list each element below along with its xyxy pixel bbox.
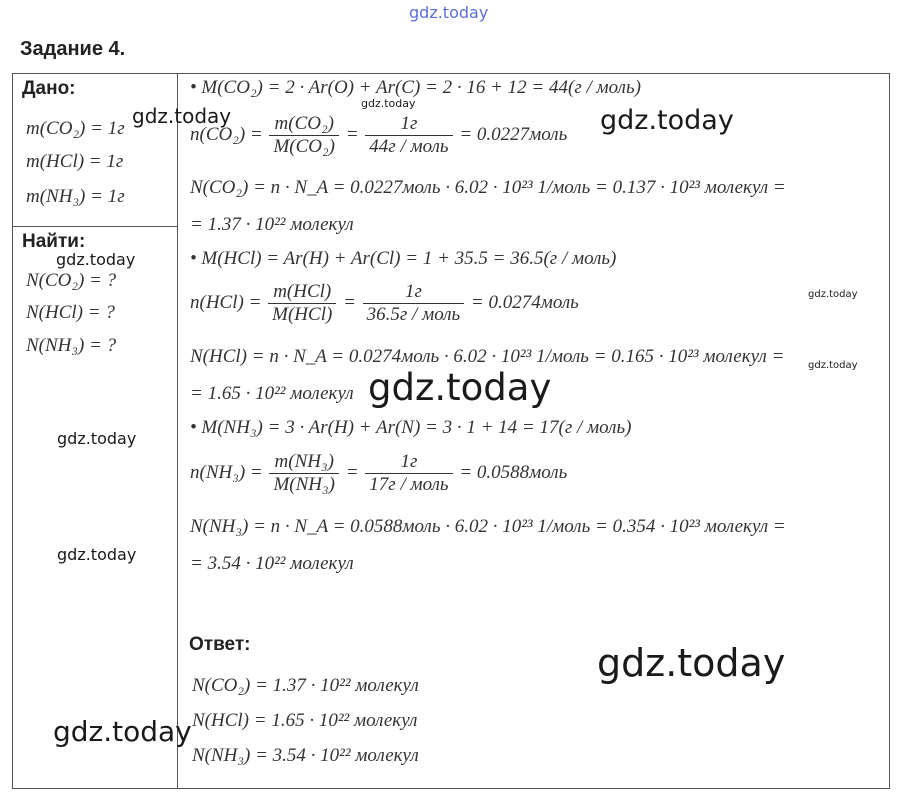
fraction-denominator: 44г / моль	[369, 136, 449, 157]
hcl-amount-left: n(HCl) =	[190, 291, 262, 313]
find-line: N(NH₃) = ?	[26, 335, 117, 356]
hcl-molar-mass: • M(HCl) = Ar(H) + Ar(Cl) = 1 + 35.5 = 36.5(г / моль)	[190, 248, 617, 269]
fraction-numerator: 1г	[365, 451, 452, 474]
hcl-amount-fraction-1	[268, 281, 336, 326]
nh3-amount-result: = 0.0588моль	[459, 461, 568, 483]
fraction-denominator: M(HCl)	[272, 304, 333, 325]
fraction-numerator: 1г	[365, 113, 452, 136]
hcl-amount-fraction-2	[363, 281, 465, 326]
fraction-numerator: m(HCl)	[268, 281, 336, 304]
watermark: gdz.today	[57, 545, 137, 564]
given-line: m(CO₂) = 1г	[26, 118, 125, 139]
given-line: m(NH₃) = 1г	[26, 186, 125, 207]
nh3-molar-mass: • M(NH₃) = 3 · Ar(H) + Ar(N) = 3 · 1 + 14 = 17(г / моль)	[190, 417, 632, 438]
find-heading: Найти:	[22, 231, 86, 252]
hcl-amount-formula: n(HCl) = $\frac{\text{m(HCl)}}{\text{M(HCl)}}$ = $\frac{1г}{\text{36.5г / моль}}$ = 0.0274моль	[190, 281, 579, 325]
watermark: gdz.today	[368, 366, 552, 409]
watermark: gdz.today	[56, 250, 136, 269]
hcl-molecules-line-1: N(HCl) = n · N_A = 0.0274моль · 6.02 · 10²³ 1/моль = 0.165 · 10²³ молекул =	[190, 346, 785, 367]
co2-amount-formula: n(CO₂) = $\frac{\text{m(CO₂)}}{\text{M(CO₂)}}$ = $\frac{1г}{\text{44г / моль}}$ = 0.0227моль	[190, 113, 568, 157]
nh3-molecules-line-1: N(NH₃) = n · N_A = 0.0588моль · 6.02 · 10²³ 1/моль = 0.354 · 10²³ молекул =	[190, 516, 786, 537]
co2-amount-left: n(CO₂) =	[190, 123, 263, 145]
fraction-numerator: m(NH₃)	[269, 451, 338, 474]
nh3-amount-formula: n(NH₃) = $\frac{\text{m(NH₃)}}{\text{M(NH₃)}}$ = $\frac{1г}{\text{17г / моль}}$ = 0.0588моль	[190, 451, 568, 495]
hcl-amount-result: = 0.0274моль	[470, 291, 579, 313]
column-divider	[177, 73, 178, 788]
co2-amount-fraction-2	[365, 113, 452, 158]
find-line: N(CO₂) = ?	[26, 270, 117, 291]
co2-amount-result: = 0.0227моль	[459, 123, 568, 145]
fraction-denominator: M(CO₂)	[273, 136, 335, 157]
co2-molecules-line-1: N(CO₂) = n · N_A = 0.0227моль · 6.02 · 10²³ 1/моль = 0.137 · 10²³ молекул =	[190, 177, 786, 198]
given-line: m(HCl) = 1г	[26, 151, 124, 172]
watermark-top: gdz.today	[409, 3, 489, 22]
co2-molecules-line-2: = 1.37 · 10²² молекул	[190, 214, 354, 235]
fraction-denominator: M(NH₃)	[273, 474, 335, 495]
nh3-amount-fraction-1	[269, 451, 338, 496]
answer-heading: Ответ:	[189, 634, 251, 655]
watermark: gdz.today	[808, 289, 858, 300]
co2-amount-fraction-1	[269, 113, 338, 158]
watermark: gdz.today	[600, 105, 734, 136]
co2-molar-mass: • M(CO₂) = 2 · Ar(O) + Ar(C) = 2 · 16 + 12 = 44(г / моль)	[190, 77, 641, 98]
watermark: gdz.today	[132, 104, 232, 128]
watermark: gdz.today	[361, 97, 416, 110]
nh3-molecules-line-2: = 3.54 · 10²² молекул	[190, 553, 354, 574]
watermark: gdz.today	[57, 429, 137, 448]
given-heading: Дано:	[22, 78, 76, 99]
answer-line: N(CO₂) = 1.37 · 10²² молекул	[192, 675, 419, 696]
hcl-molecules-line-2: = 1.65 · 10²² молекул	[190, 383, 354, 404]
fraction-denominator: 17г / моль	[369, 474, 449, 495]
fraction-denominator: 36.5г / моль	[366, 304, 461, 325]
nh3-amount-left: n(NH₃) =	[190, 461, 263, 483]
fraction-numerator: m(CO₂)	[269, 113, 338, 136]
fraction-numerator: 1г	[363, 281, 465, 304]
nh3-amount-fraction-2	[365, 451, 452, 496]
watermark: gdz.today	[808, 360, 858, 371]
answer-line: N(HCl) = 1.65 · 10²² молекул	[192, 710, 418, 731]
find-line: N(HCl) = ?	[26, 302, 115, 323]
watermark: gdz.today	[597, 641, 786, 685]
given-find-divider	[12, 226, 178, 227]
task-title: Задание 4.	[20, 38, 126, 60]
watermark: gdz.today	[53, 715, 192, 748]
answer-line: N(NH₃) = 3.54 · 10²² молекул	[192, 745, 419, 766]
